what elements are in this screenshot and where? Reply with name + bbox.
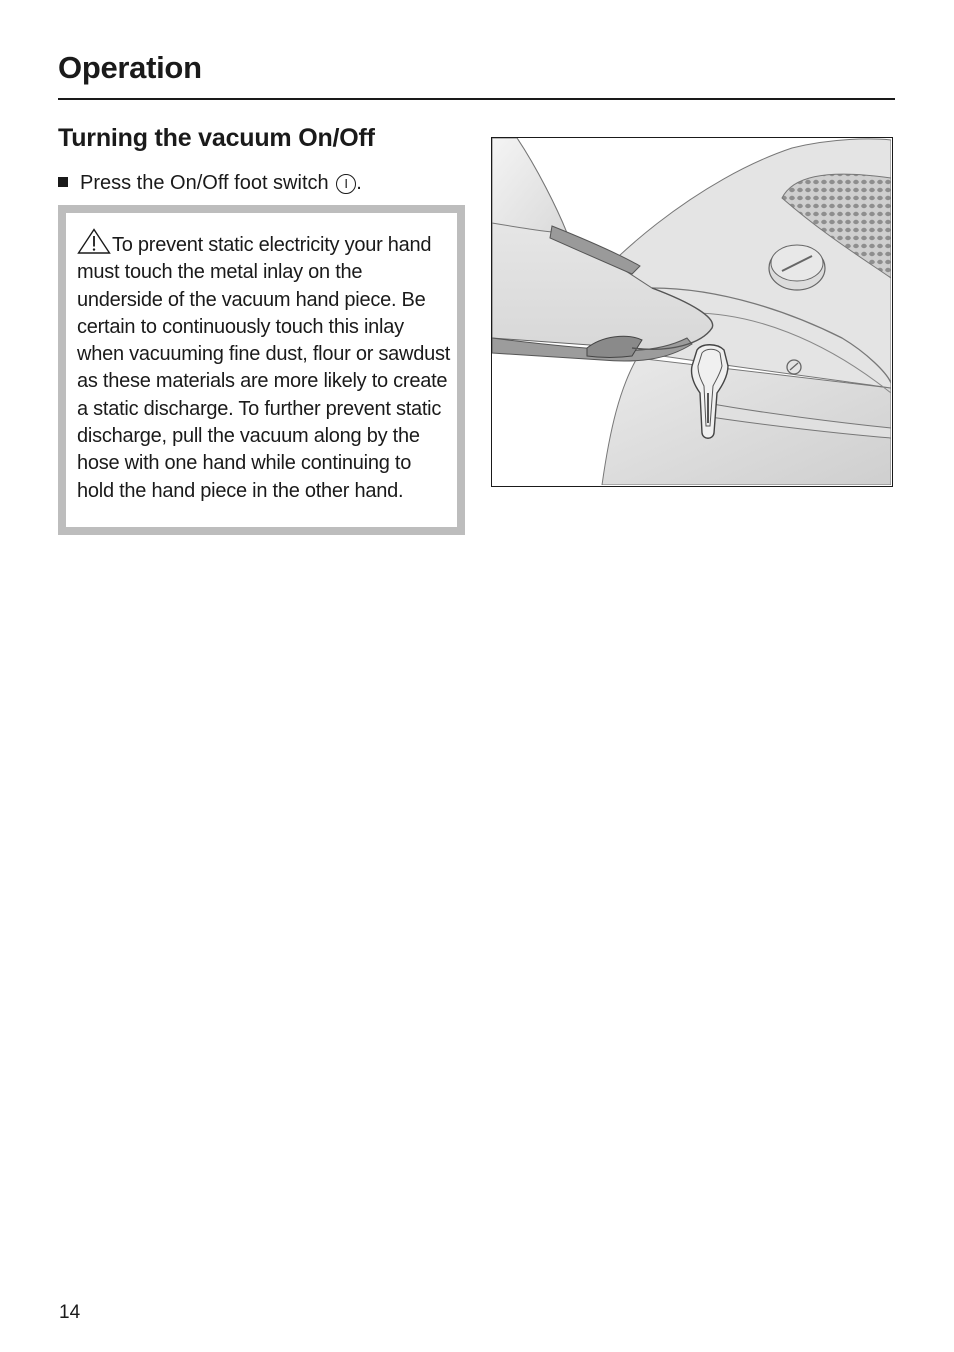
warning-triangle-icon — [77, 228, 111, 254]
warning-content — [66, 213, 457, 527]
page-title: Operation — [58, 50, 202, 85]
warning-text: To prevent static electricity your hand must touch the metal inlay on the underside of the vacuum hand piece. Be certain to continuously touch this inlay when vacuuming fine dust, flour or sawdust as these materials are more likely to create a static discharge. To further prevent static discharge, pull the vacuum along by the hose with one hand while continuing to hold the hand piece in the other hand. — [77, 234, 451, 502]
square-bullet-icon — [58, 177, 68, 187]
page-number: 14 — [59, 1302, 81, 1323]
title-divider — [58, 98, 895, 100]
section-heading: Turning the vacuum On/Off — [58, 124, 375, 152]
on-off-symbol-icon: I — [336, 174, 356, 194]
vacuum-foot-switch-illustration — [492, 138, 891, 485]
instruction-end: . — [356, 172, 362, 194]
vacuum-illustration — [491, 137, 893, 487]
instruction-text: Press the On/Off foot switch — [80, 172, 329, 194]
warning-box — [58, 205, 465, 535]
instruction-item — [58, 170, 362, 196]
